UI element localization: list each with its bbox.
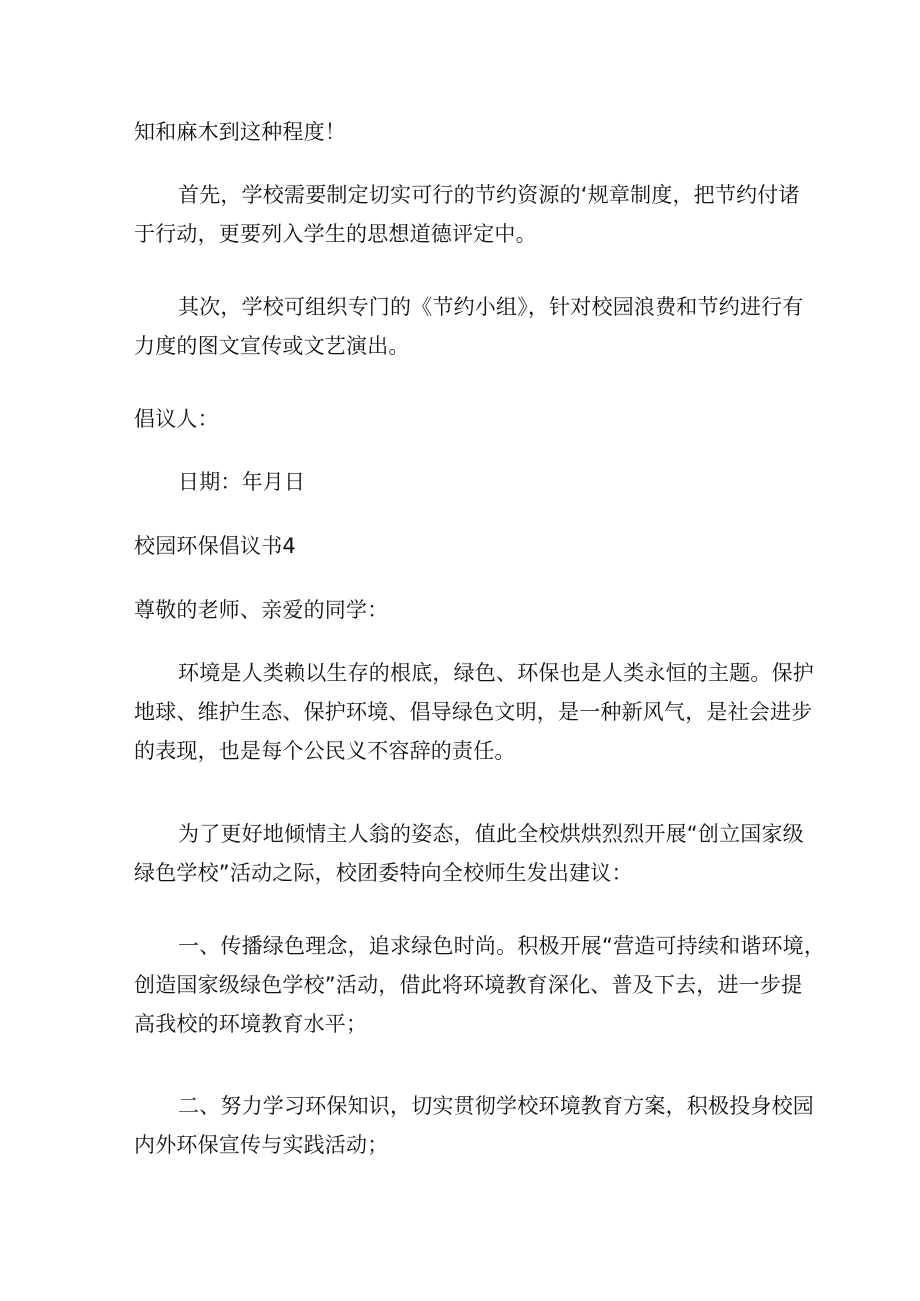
paragraph-second-point (134, 288, 804, 366)
paragraph-date (134, 463, 794, 502)
paragraph-proposer (134, 400, 794, 439)
paragraph-environment-intro (134, 654, 814, 771)
text-line: 尊敬的老师、亲爱的同学： (134, 598, 389, 622)
text-line: 其次，学校可组织专门的《节约小组》，针对校园浪费和节约进行有 (178, 295, 804, 319)
text-line: 为了更好地倾情主人翁的姿态，值此全校烘烘烈烈开展“创立国家级 (178, 822, 804, 846)
text-line: 倡议人： (134, 407, 219, 431)
text-line: 力度的图文宣传或文艺演出。 (134, 334, 410, 358)
text-line: 地球、维护生态、保护环境、倡导绿色文明，是一种新风气，是社会进步 (134, 700, 813, 724)
text-line: 一、传播绿色理念，追求绿色时尚。积极开展“营造可持续和谐环境， (178, 934, 826, 958)
paragraph-activity-intro (134, 815, 804, 893)
text-line: 知和麻木到这种程度！ (134, 120, 346, 144)
paragraph-proposal-one (134, 927, 826, 1044)
paragraph-closing-sentence (134, 113, 794, 152)
paragraph-salutation (134, 591, 794, 630)
text-line: 日期：年月日 (178, 470, 306, 494)
text-line: 二、努力学习环保知识，切实贯彻学校环境教育方案，积极投身校园 (178, 1094, 814, 1118)
text-line: 内外环保宣传与实践活动； (134, 1133, 389, 1157)
paragraph-first-point (134, 176, 800, 254)
section-title (134, 527, 794, 566)
text-line: 首先，学校需要制定切实可行的节约资源的‘规章制度，把节约付诸 (178, 183, 800, 207)
text-line: 高我校的环境教育水平； (134, 1012, 368, 1036)
text-line: 环境是人类赖以生存的根底，绿色、环保也是人类永恒的主题。保护 (178, 661, 814, 685)
paragraph-proposal-two (134, 1087, 814, 1165)
text-line: 的表现，也是每个公民义不容辞的责任。 (134, 739, 516, 763)
text-line: 于行动，更要列入学生的思想道德评定中。 (134, 222, 537, 246)
text-line: 绿色学校”活动之际，校团委特向全校师生发出建议： (134, 861, 633, 885)
text-line: 校园环保倡议书4 (134, 534, 296, 558)
text-line: 创造国家级绿色学校”活动，借此将环境教育深化、普及下去，进一步提 (134, 973, 803, 997)
